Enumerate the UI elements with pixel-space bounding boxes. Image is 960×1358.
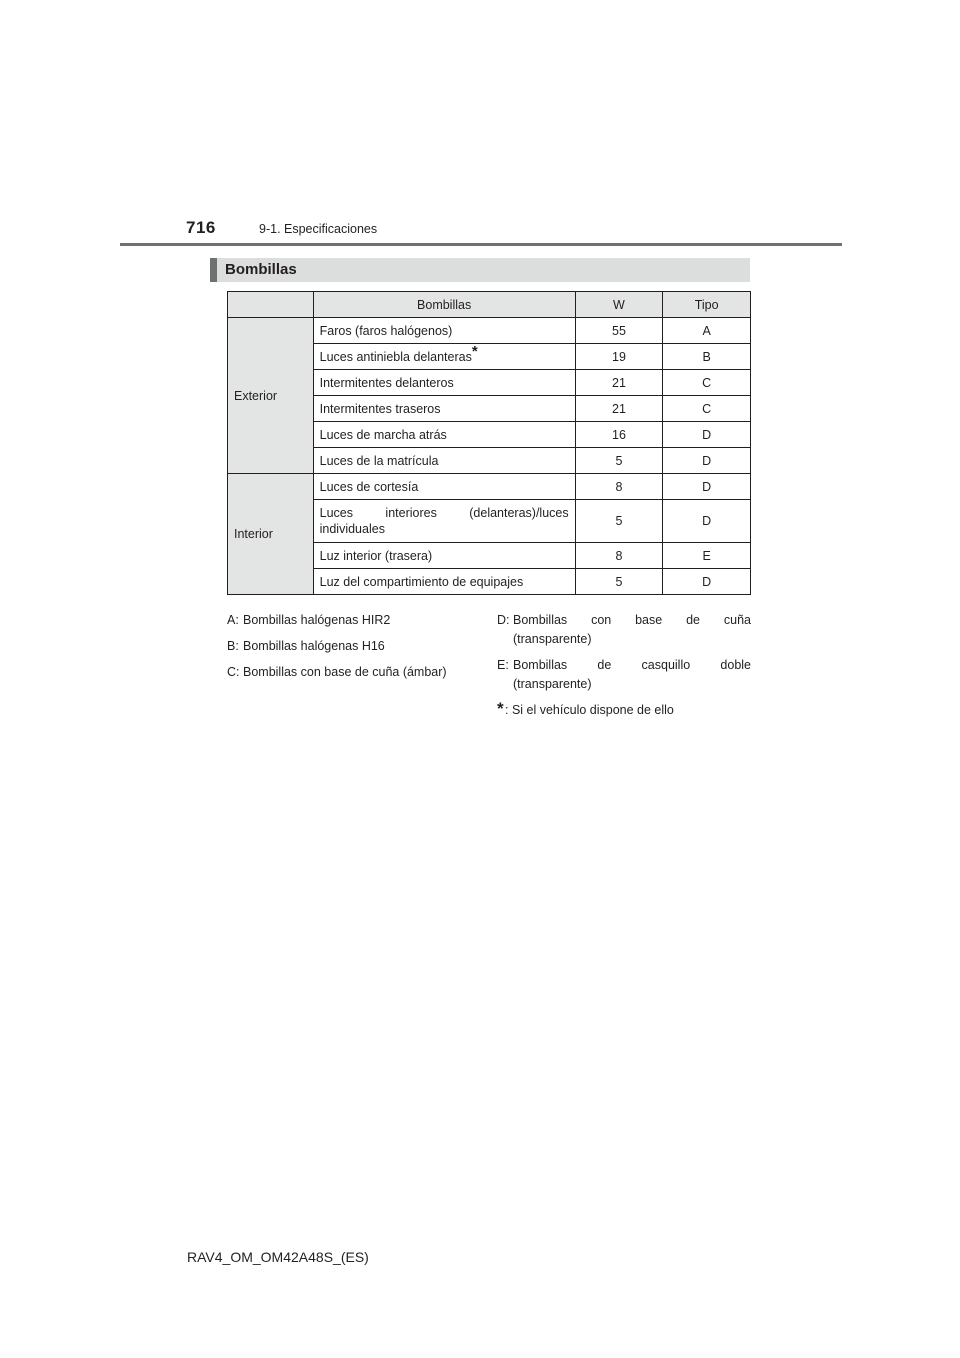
list-item [497, 611, 751, 649]
bulb-watts: 21 [575, 370, 663, 396]
bulb-name: Luz interior (trasera) [313, 543, 575, 569]
bulb-name: Intermitentes traseros [313, 396, 575, 422]
bulb-name: Faros (faros halógenos) [313, 318, 575, 344]
list-item [227, 663, 477, 682]
header-type: Tipo [663, 292, 751, 318]
heading-bar [210, 258, 750, 282]
bulb-watts: 8 [575, 474, 663, 500]
bulb-type: C [663, 396, 751, 422]
bulb-name: Intermitentes delanteros [313, 370, 575, 396]
note-key: B: [227, 639, 239, 653]
bulb-type: B [663, 344, 751, 370]
footer-document-code: RAV4_OM_OM42A48S_(ES) [187, 1249, 369, 1265]
notes-right-column [497, 611, 751, 727]
table-header-row [228, 292, 751, 318]
note-key: E: [497, 658, 509, 672]
footnote [497, 701, 751, 720]
bulb-name: Luces de marcha atrás [313, 422, 575, 448]
note-key: A: [227, 613, 239, 627]
footnote-star-icon: * [497, 699, 504, 718]
bulb-watts: 21 [575, 396, 663, 422]
bulb-name: Luces de la matrícula [313, 448, 575, 474]
bulb-watts: 5 [575, 500, 663, 543]
bulb-type: A [663, 318, 751, 344]
bulb-type: D [663, 448, 751, 474]
header-empty-cell [228, 292, 314, 318]
bulb-watts: 5 [575, 448, 663, 474]
header-w: W [575, 292, 663, 318]
note-text: Bombillas halógenas H16 [243, 639, 385, 653]
header-bulbs: Bombillas [313, 292, 575, 318]
page-number: 716 [186, 218, 216, 237]
bulb-watts: 5 [575, 569, 663, 595]
bulb-type: D [663, 474, 751, 500]
bulb-type: D [663, 500, 751, 543]
note-text: Bombillas de casquillo doble (transparente) [513, 658, 751, 691]
note-text: Bombillas halógenas HIR2 [243, 613, 391, 627]
bulb-type: D [663, 422, 751, 448]
bulb-name: Luz del compartimiento de equipajes [313, 569, 575, 595]
footnote-star-marker: * [471, 342, 478, 360]
bulb-type: D [663, 569, 751, 595]
footnote-text: : Si el vehículo dispone de ello [505, 703, 674, 717]
bulb-watts: 8 [575, 543, 663, 569]
group-exterior: Exterior [228, 318, 314, 474]
bulbs-table [227, 291, 751, 595]
bulb-name: Luces antiniebla delanteras [319, 349, 472, 364]
table-row [228, 318, 751, 344]
heading-accent [210, 258, 217, 282]
bulb-watts: 16 [575, 422, 663, 448]
list-item [227, 637, 477, 656]
bulb-watts: 55 [575, 318, 663, 344]
bulb-type: C [663, 370, 751, 396]
bulb-watts: 19 [575, 344, 663, 370]
note-text: Bombillas con base de cuña (ámbar) [243, 665, 447, 679]
table-row [228, 474, 751, 500]
bulb-name: Luces de cortesía [313, 474, 575, 500]
notes-left-column [227, 611, 477, 689]
bulb-name-cell [313, 344, 575, 370]
list-item [497, 656, 751, 694]
note-key: D: [497, 613, 510, 627]
bulb-name: Luces interiores (delanteras)/luces individuales [313, 500, 575, 543]
section-title: 9-1. Especificaciones [259, 222, 378, 236]
note-text: Bombillas con base de cuña (transparente) [513, 613, 751, 646]
header-rule [120, 243, 842, 246]
list-item [227, 611, 477, 630]
bulb-type: E [663, 543, 751, 569]
group-interior: Interior [228, 474, 314, 595]
note-key: C: [227, 665, 240, 679]
heading-title: Bombillas [225, 261, 297, 278]
